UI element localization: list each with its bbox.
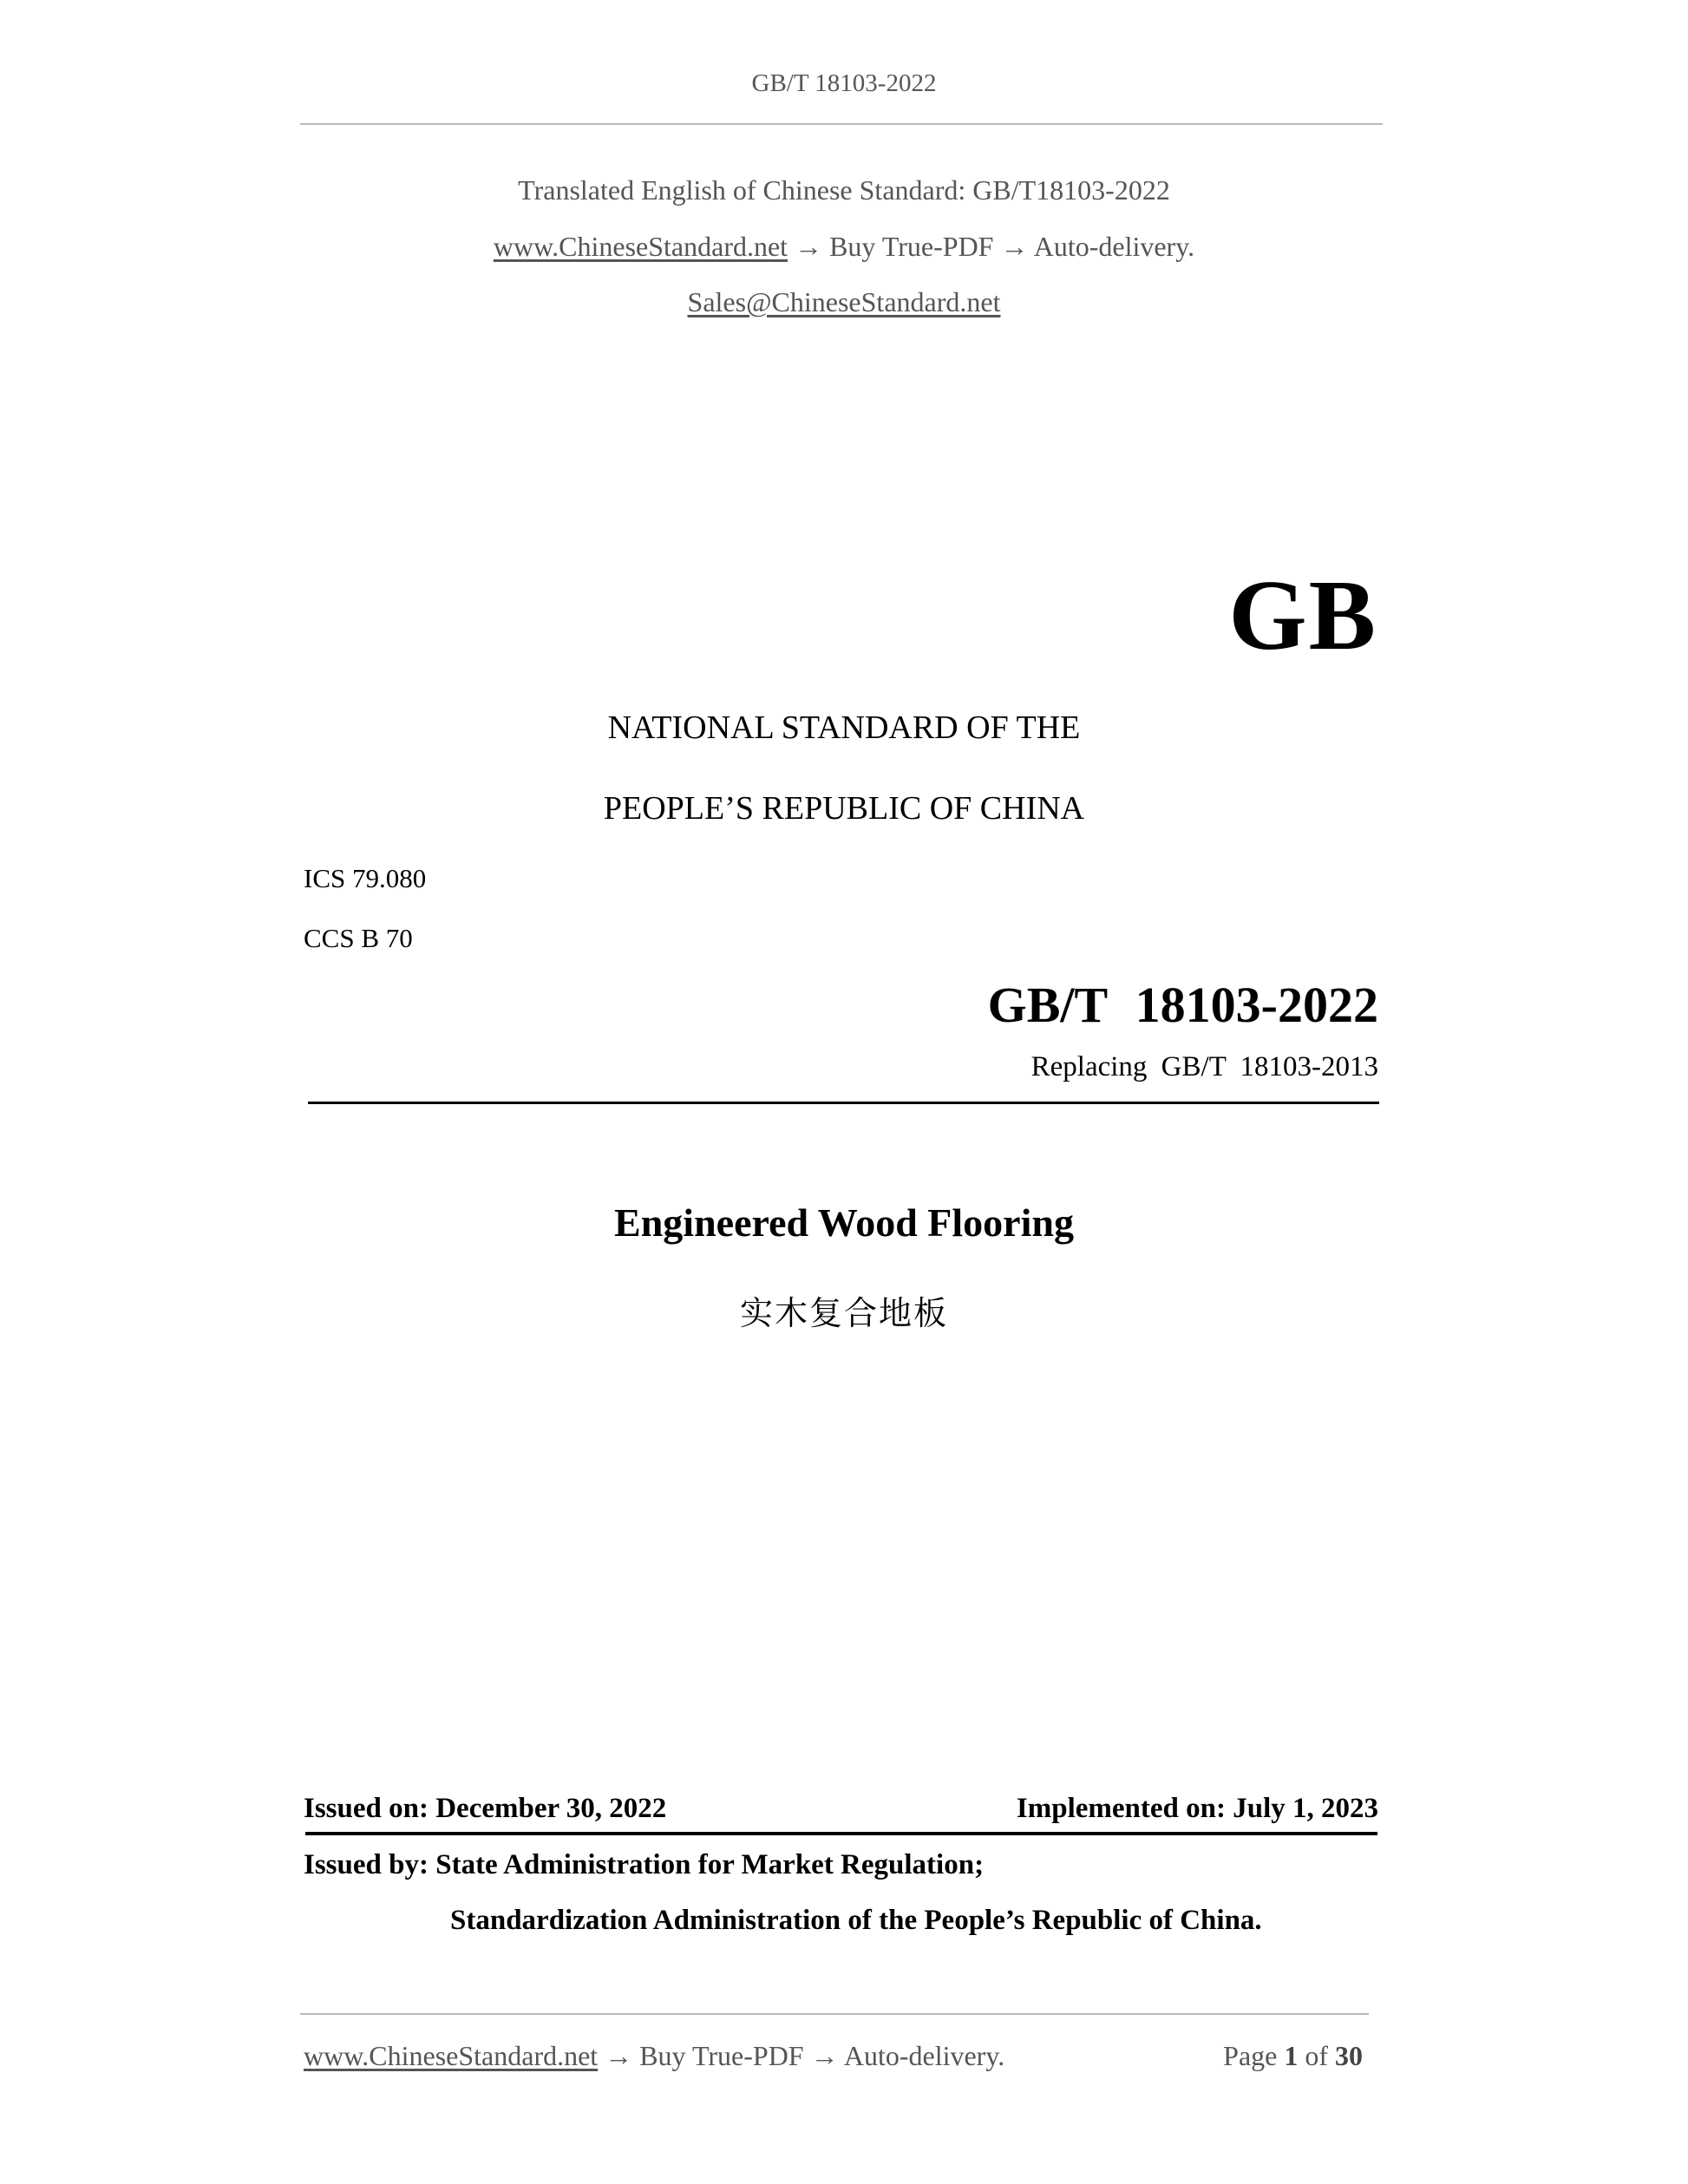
gb-logo: GB [1228, 560, 1377, 671]
translated-standard-line: Translated English of Chinese Standard: GB/T18103-2022 [518, 174, 1170, 206]
header-divider [300, 123, 1383, 125]
issued-on-date: Issued on: December 30, 2022 [304, 1793, 667, 1824]
issue-divider [305, 1832, 1377, 1835]
of-label: of [1305, 2040, 1328, 2071]
footer-divider [300, 2013, 1369, 2015]
page-label: Page [1223, 2040, 1278, 2071]
national-standard-line-1: NATIONAL STANDARD OF THE [607, 709, 1081, 746]
page-number: 1 [1284, 2040, 1299, 2071]
document-title-en: Engineered Wood Flooring [614, 1200, 1074, 1245]
issued-by: Issued by: State Administration for Market Regulation; [304, 1849, 985, 1880]
footer-site-link[interactable]: www.ChineseStandard.net [304, 2040, 599, 2071]
title-divider [308, 1102, 1379, 1104]
buy-line [0, 231, 1688, 263]
national-standard-line-2: PEOPLE’S REPUBLIC OF CHINA [603, 790, 1085, 827]
site-link[interactable]: www.ChineseStandard.net [493, 231, 788, 262]
footer-buy-text: Buy True-PDF [639, 2040, 804, 2071]
buy-text: Buy True-PDF [829, 231, 994, 262]
arrow-right-icon: → [810, 2040, 839, 2071]
issued-by-second-authority: Standardization Administration of the People’s Republic of China. [450, 1905, 1262, 1936]
arrow-right-icon: → [605, 2040, 633, 2071]
ics-code: ICS 79.080 [304, 863, 427, 893]
footer-delivery-text: Auto-delivery. [843, 2040, 1005, 2071]
ccs-code: CCS B 70 [304, 923, 413, 953]
replacing-note: Replacing GB/T 18103-2013 [1030, 1051, 1378, 1082]
standard-number: GB/T 18103-2022 [987, 977, 1378, 1033]
sales-line [0, 286, 1688, 318]
page-indicator [1223, 2040, 1363, 2072]
delivery-text: Auto-delivery. [1033, 231, 1195, 262]
sales-email-link[interactable]: Sales@ChineseStandard.net [687, 286, 1001, 317]
document-title-cn: 实木复合地板 [739, 1294, 948, 1332]
running-header: GB/T 18103-2022 [751, 69, 937, 97]
arrow-right-icon: → [795, 231, 823, 262]
footer-buy-line [304, 2040, 1004, 2072]
implemented-on-date: Implemented on: July 1, 2023 [1016, 1793, 1378, 1824]
arrow-right-icon: → [1000, 231, 1029, 262]
page-total: 30 [1335, 2040, 1363, 2071]
